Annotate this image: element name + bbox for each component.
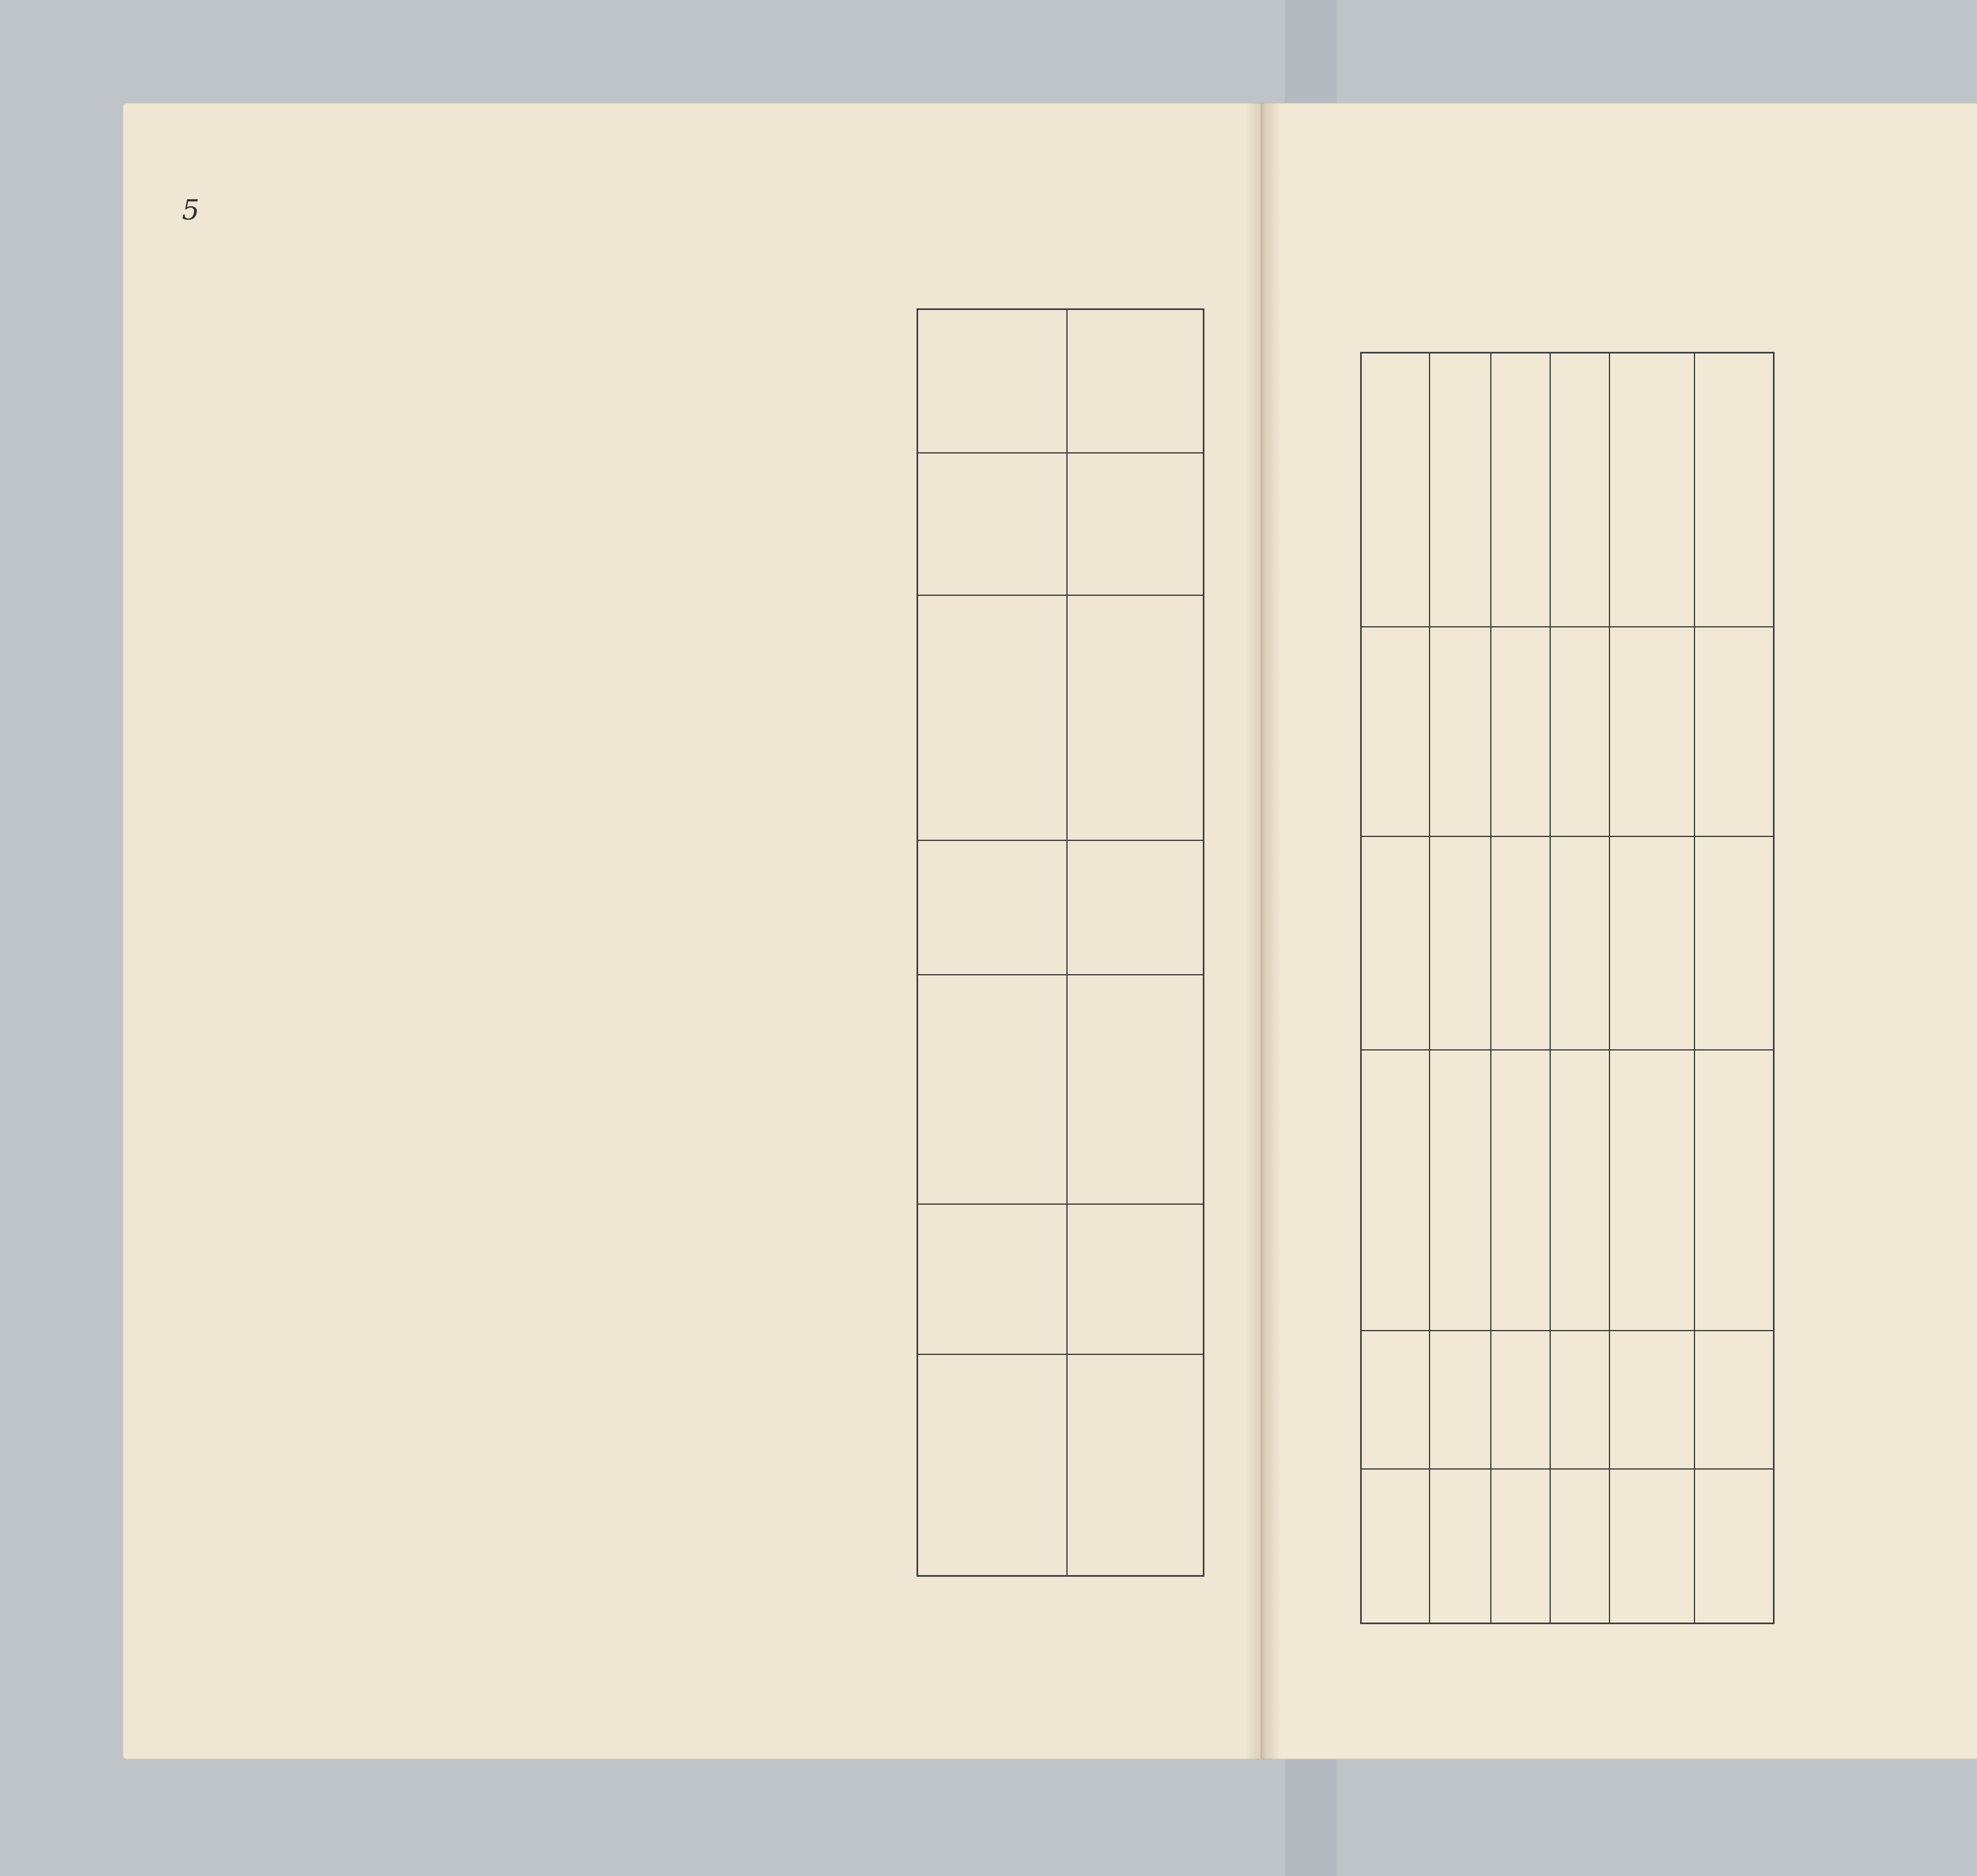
right-page xyxy=(1261,103,1977,1759)
open-booklet xyxy=(123,91,1977,1775)
left-page xyxy=(123,103,1261,1759)
page-number: 5 xyxy=(182,194,200,226)
tax-table-small xyxy=(917,308,1204,1577)
binding-gutter xyxy=(1246,103,1281,1759)
tariff-table xyxy=(1360,352,1775,1624)
